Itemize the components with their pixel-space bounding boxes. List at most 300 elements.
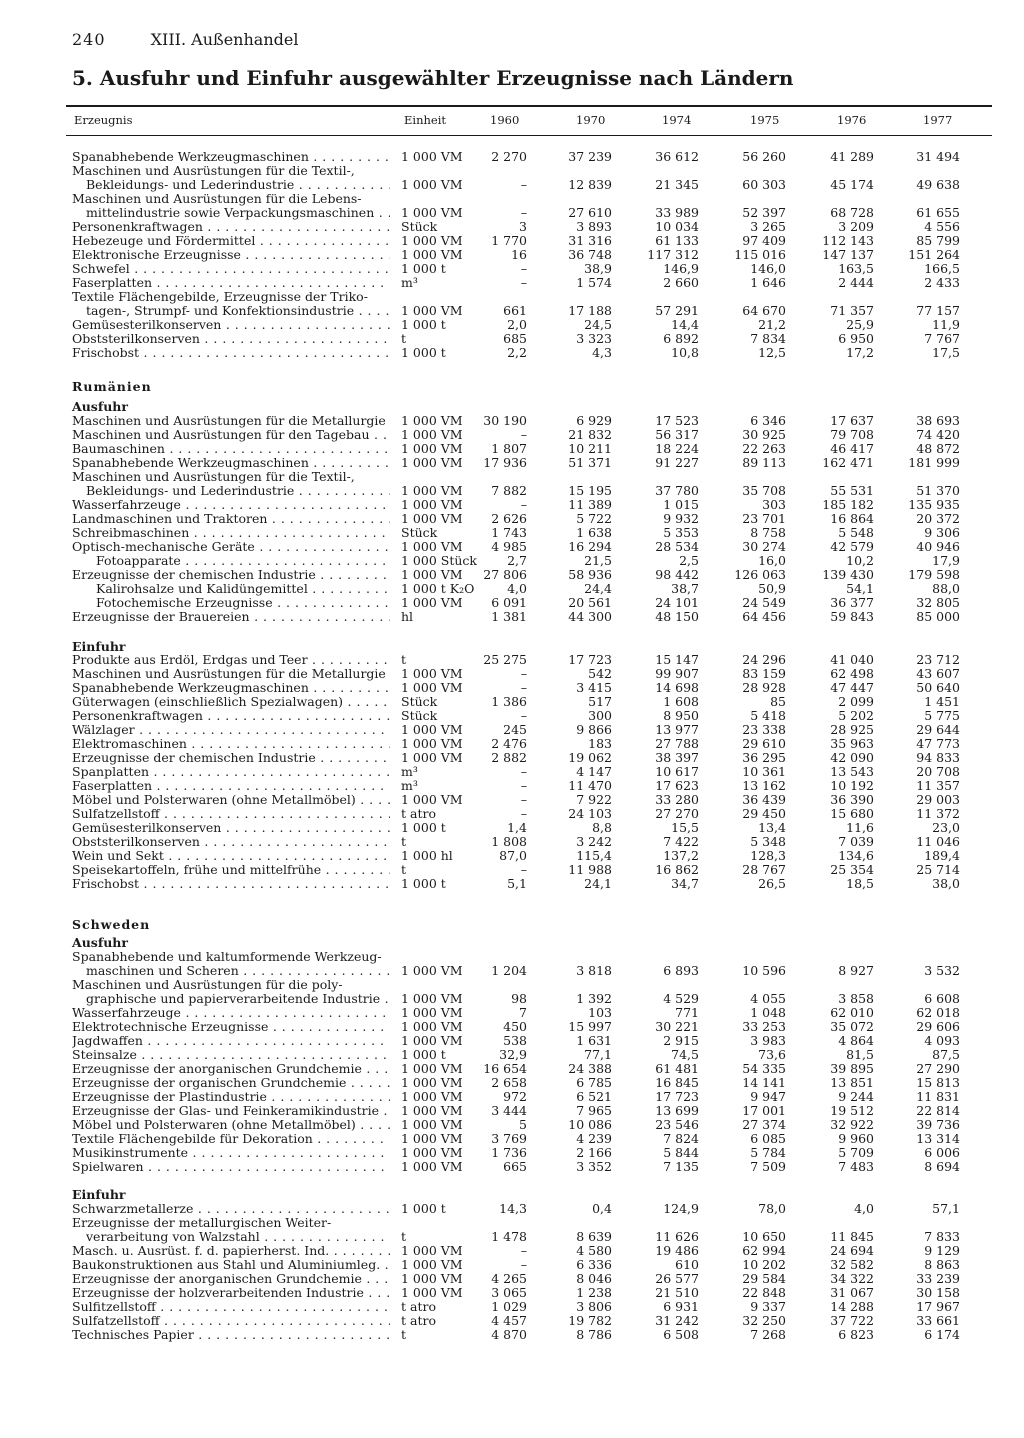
cell-1977: 29 003 bbox=[916, 792, 960, 807]
cell-1960: 30 190 bbox=[483, 413, 527, 428]
table-row bbox=[0, 1202, 1024, 1216]
cell-1960: 1 381 bbox=[491, 609, 527, 624]
cell-1974: 146,9 bbox=[663, 261, 699, 276]
cell-1975: 8 758 bbox=[750, 525, 786, 540]
row-label: Steinsalze . . . bbox=[72, 1048, 390, 1062]
top-rule bbox=[66, 105, 992, 107]
cell-1977: 11 357 bbox=[916, 778, 960, 793]
cell-1977: 2 433 bbox=[924, 275, 960, 290]
cell-1976: 17,2 bbox=[846, 345, 874, 360]
cell-1977: 7 833 bbox=[924, 1229, 960, 1244]
cell-1974: 24 101 bbox=[655, 595, 699, 610]
row-unit: t bbox=[401, 1229, 407, 1244]
row-label: Güterwagen (einschließlich Spezialwagen) . . . bbox=[72, 695, 390, 709]
cell-1974: 117 312 bbox=[647, 247, 699, 262]
cell-1960: 1 204 bbox=[491, 963, 527, 978]
cell-1970: 12 839 bbox=[568, 177, 612, 192]
cell-1960: 25 275 bbox=[483, 652, 527, 667]
cell-1975: 22 263 bbox=[742, 441, 786, 456]
cell-1977: 189,4 bbox=[924, 848, 960, 863]
cell-1975: 9 337 bbox=[750, 1299, 786, 1314]
cell-1975: 6 346 bbox=[750, 413, 786, 428]
cell-1974: 16 862 bbox=[655, 862, 699, 877]
row-unit: 1 000 VM bbox=[401, 233, 463, 248]
cell-1974: 17 623 bbox=[655, 778, 699, 793]
cell-1970: 11 470 bbox=[568, 778, 612, 793]
cell-1974: 38,7 bbox=[671, 581, 699, 596]
cell-1970: 24,5 bbox=[584, 317, 612, 332]
cell-1970: 3 242 bbox=[576, 834, 612, 849]
cell-1976: 18,5 bbox=[846, 876, 874, 891]
cell-1975: 10 596 bbox=[742, 963, 786, 978]
cell-1976: 5 548 bbox=[838, 525, 874, 540]
cell-1960: 1 478 bbox=[491, 1229, 527, 1244]
row-unit: 1 000 VM bbox=[401, 1061, 463, 1076]
table-row bbox=[0, 1328, 1024, 1342]
row-unit: Stück bbox=[401, 219, 438, 234]
cell-1960: 661 bbox=[503, 303, 527, 318]
cell-1975: 97 409 bbox=[742, 233, 786, 248]
row-label: Hebezeuge und Fördermittel . . . bbox=[72, 234, 390, 248]
cell-1977: 74 420 bbox=[916, 427, 960, 442]
subsection-ausfuhr: Ausfuhr bbox=[72, 399, 128, 414]
row-label: Musikinstrumente . . . bbox=[72, 1146, 390, 1160]
cell-1974: 9 932 bbox=[663, 511, 699, 526]
cell-1974: 27 788 bbox=[655, 736, 699, 751]
cell-1977: 27 290 bbox=[916, 1061, 960, 1076]
row-label: Bekleidungs- und Lederindustrie . . . bbox=[86, 484, 390, 498]
cell-1977: 31 494 bbox=[916, 149, 960, 164]
cell-1960: – bbox=[520, 806, 527, 821]
cell-1976: 134,6 bbox=[838, 848, 874, 863]
cell-1976: 4,0 bbox=[854, 1201, 874, 1216]
cell-1975: 24 549 bbox=[742, 595, 786, 610]
cell-1976: 112 143 bbox=[822, 233, 874, 248]
cell-1970: 17 723 bbox=[568, 652, 612, 667]
cell-1974: 2 660 bbox=[663, 275, 699, 290]
cell-1970: 31 316 bbox=[568, 233, 612, 248]
cell-1976: 14 288 bbox=[830, 1299, 874, 1314]
cell-1960: 14,3 bbox=[499, 1201, 527, 1216]
cell-1970: 1 631 bbox=[576, 1033, 612, 1048]
cell-1974: 91 227 bbox=[655, 455, 699, 470]
cell-1974: 7 824 bbox=[663, 1131, 699, 1146]
cell-1976: 54,1 bbox=[846, 581, 874, 596]
cell-1976: 62 498 bbox=[830, 666, 874, 681]
cell-1976: 28 925 bbox=[830, 722, 874, 737]
cell-1960: – bbox=[520, 177, 527, 192]
cell-1974: 17 723 bbox=[655, 1089, 699, 1104]
cell-1974: 771 bbox=[675, 1005, 699, 1020]
cell-1960: – bbox=[520, 205, 527, 220]
cell-1974: 6 893 bbox=[663, 963, 699, 978]
cell-1970: 27 610 bbox=[568, 205, 612, 220]
chapter-title: XIII. Außenhandel bbox=[150, 30, 299, 49]
cell-1975: 146,0 bbox=[750, 261, 786, 276]
row-unit: Stück bbox=[401, 525, 438, 540]
cell-1970: 24,1 bbox=[584, 876, 612, 891]
cell-1976: 42 090 bbox=[830, 750, 874, 765]
cell-1974: 21 510 bbox=[655, 1285, 699, 1300]
row-label: Elektromaschinen . . . bbox=[72, 737, 390, 751]
cell-1975: 14 141 bbox=[742, 1075, 786, 1090]
cell-1976: 31 067 bbox=[830, 1285, 874, 1300]
cell-1960: 2 476 bbox=[491, 736, 527, 751]
row-unit: 1 000 VM bbox=[401, 1285, 463, 1300]
cell-1975: 89 113 bbox=[742, 455, 786, 470]
cell-1975: 16,0 bbox=[758, 553, 786, 568]
row-label: Spanabhebende und kaltumformende Werkzeug- bbox=[72, 950, 382, 964]
cell-1975: 7 834 bbox=[750, 331, 786, 346]
cell-1970: 6 336 bbox=[576, 1257, 612, 1272]
cell-1975: 5 784 bbox=[750, 1145, 786, 1160]
row-unit: 1 000 VM bbox=[401, 1075, 463, 1090]
row-unit: 1 000 t bbox=[401, 261, 446, 276]
cell-1976: 71 357 bbox=[830, 303, 874, 318]
col-header-erzeugnis: Erzeugnis bbox=[74, 113, 133, 127]
row-unit: 1 000 VM bbox=[401, 1005, 463, 1020]
cell-1977: 57,1 bbox=[932, 1201, 960, 1216]
table-row bbox=[0, 1160, 1024, 1174]
cell-1975: 3 265 bbox=[750, 219, 786, 234]
cell-1977: 38 693 bbox=[916, 413, 960, 428]
cell-1960: 5 bbox=[519, 1117, 527, 1132]
cell-1960: – bbox=[520, 764, 527, 779]
row-label: Textile Flächengebilde für Dekoration . . . bbox=[72, 1132, 390, 1146]
cell-1976: 32 922 bbox=[830, 1117, 874, 1132]
row-unit: 1 000 VM bbox=[401, 413, 463, 428]
cell-1976: 5 202 bbox=[838, 708, 874, 723]
row-unit: 1 000 VM bbox=[401, 1257, 463, 1272]
cell-1974: 5 844 bbox=[663, 1145, 699, 1160]
cell-1974: 30 221 bbox=[655, 1019, 699, 1034]
cell-1970: 1 238 bbox=[576, 1285, 612, 1300]
row-unit: 1 000 t bbox=[401, 1047, 446, 1062]
cell-1976: 9 244 bbox=[838, 1089, 874, 1104]
row-unit: t bbox=[401, 834, 407, 849]
row-unit: 1 000 t bbox=[401, 317, 446, 332]
subsection-einfuhr: Einfuhr bbox=[72, 639, 126, 654]
cell-1974: 1 608 bbox=[663, 694, 699, 709]
cell-1976: 59 843 bbox=[830, 609, 874, 624]
cell-1975: 6 085 bbox=[750, 1131, 786, 1146]
cell-1974: 137,2 bbox=[663, 848, 699, 863]
row-label: Obststerilkonserven . . . bbox=[72, 332, 390, 346]
cell-1960: 1 770 bbox=[491, 233, 527, 248]
cell-1977: 15 813 bbox=[916, 1075, 960, 1090]
cell-1970: 8,8 bbox=[592, 820, 612, 835]
cell-1960: 2,7 bbox=[507, 553, 527, 568]
cell-1970: 0,4 bbox=[592, 1201, 612, 1216]
row-unit: 1 000 VM bbox=[401, 1117, 463, 1132]
cell-1960: 87,0 bbox=[499, 848, 527, 863]
row-unit: 1 000 VM bbox=[401, 1131, 463, 1146]
cell-1974: 57 291 bbox=[655, 303, 699, 318]
cell-1977: 38,0 bbox=[932, 876, 960, 891]
row-unit: 1 000 VM bbox=[401, 1019, 463, 1034]
row-unit: 1 000 VM bbox=[401, 567, 463, 582]
cell-1977: 85 000 bbox=[916, 609, 960, 624]
page-number: 240 bbox=[72, 30, 106, 49]
row-label: Spanplatten . . . bbox=[72, 765, 390, 779]
row-label: Wasserfahrzeuge . . . bbox=[72, 498, 390, 512]
cell-1974: 7 422 bbox=[663, 834, 699, 849]
table-row bbox=[0, 178, 1024, 192]
cell-1970: 300 bbox=[588, 708, 612, 723]
row-unit: 1 000 t bbox=[401, 876, 446, 891]
cell-1960: 2,0 bbox=[507, 317, 527, 332]
cell-1970: 10 086 bbox=[568, 1117, 612, 1132]
cell-1974: 14 698 bbox=[655, 680, 699, 695]
cell-1974: 98 442 bbox=[655, 567, 699, 582]
cell-1960: 3 444 bbox=[491, 1103, 527, 1118]
cell-1976: 7 483 bbox=[838, 1159, 874, 1174]
row-label: Wälzlager . . . bbox=[72, 723, 390, 737]
cell-1974: 14,4 bbox=[671, 317, 699, 332]
cell-1960: 2 658 bbox=[491, 1075, 527, 1090]
row-label: Möbel und Polsterwaren (ohne Metallmöbel) . . . bbox=[72, 793, 390, 807]
table-row bbox=[0, 150, 1024, 164]
cell-1974: 16 845 bbox=[655, 1075, 699, 1090]
cell-1975: 10 361 bbox=[742, 764, 786, 779]
row-label: Spanabhebende Werkzeugmaschinen . . . bbox=[72, 456, 390, 470]
cell-1975: 115 016 bbox=[734, 247, 786, 262]
cell-1976: 8 927 bbox=[838, 963, 874, 978]
cell-1976: 24 694 bbox=[830, 1243, 874, 1258]
cell-1970: 51 371 bbox=[568, 455, 612, 470]
cell-1960: 1,4 bbox=[507, 820, 527, 835]
cell-1960: 2 626 bbox=[491, 511, 527, 526]
row-unit: hl bbox=[401, 609, 414, 624]
cell-1960: 1 807 bbox=[491, 441, 527, 456]
subsection-ausfuhr: Ausfuhr bbox=[72, 935, 128, 950]
cell-1976: 3 209 bbox=[838, 219, 874, 234]
row-label: Erzeugnisse der anorganischen Grundchemie . . . bbox=[72, 1272, 390, 1286]
cell-1976: 62 010 bbox=[830, 1005, 874, 1020]
cell-1975: 126 063 bbox=[734, 567, 786, 582]
cell-1977: 32 805 bbox=[916, 595, 960, 610]
row-unit: 1 000 VM bbox=[401, 427, 463, 442]
cell-1974: 1 015 bbox=[663, 497, 699, 512]
row-unit: 1 000 VM bbox=[401, 1033, 463, 1048]
cell-1976: 25,9 bbox=[846, 317, 874, 332]
row-label: Baukonstruktionen aus Stahl und Aluminiumleg. . . . bbox=[72, 1258, 390, 1272]
row-label: Maschinen und Ausrüstungen für den Tagebau . . . bbox=[72, 428, 390, 442]
col-header-einheit: Einheit bbox=[404, 113, 446, 127]
row-unit: t atro bbox=[401, 1313, 436, 1328]
row-unit: m³ bbox=[401, 275, 418, 290]
row-label: Kalirohsalze und Kalidüngemittel . . . bbox=[96, 582, 390, 596]
cell-1977: 23,0 bbox=[932, 820, 960, 835]
row-label: Maschinen und Ausrüstungen für die Metallurgie . . . bbox=[72, 667, 390, 681]
cell-1975: 22 848 bbox=[742, 1285, 786, 1300]
row-label: Maschinen und Ausrüstungen für die poly- bbox=[72, 978, 343, 992]
row-label: Erzeugnisse der Brauereien . . . bbox=[72, 610, 390, 624]
cell-1976: 36 377 bbox=[830, 595, 874, 610]
cell-1970: 115,4 bbox=[576, 848, 612, 863]
row-label: Landmaschinen und Traktoren . . . bbox=[72, 512, 390, 526]
cell-1974: 38 397 bbox=[655, 750, 699, 765]
cell-1975: 28 767 bbox=[742, 862, 786, 877]
cell-1970: 4 147 bbox=[576, 764, 612, 779]
row-label: Erzeugnisse der anorganischen Grundchemie . . . bbox=[72, 1062, 390, 1076]
cell-1960: 4 870 bbox=[491, 1327, 527, 1342]
row-label: Erzeugnisse der chemischen Industrie . . . bbox=[72, 568, 390, 582]
row-unit: t bbox=[401, 862, 407, 877]
cell-1977: 1 451 bbox=[924, 694, 960, 709]
row-unit: t bbox=[401, 1327, 407, 1342]
row-unit: t bbox=[401, 652, 407, 667]
cell-1970: 10 211 bbox=[568, 441, 612, 456]
cell-1960: – bbox=[520, 1257, 527, 1272]
row-unit: m³ bbox=[401, 778, 418, 793]
cell-1970: 37 239 bbox=[568, 149, 612, 164]
cell-1960: 1 808 bbox=[491, 834, 527, 849]
cell-1960: 6 091 bbox=[491, 595, 527, 610]
cell-1976: 25 354 bbox=[830, 862, 874, 877]
cell-1975: 36 295 bbox=[742, 750, 786, 765]
cell-1970: 44 300 bbox=[568, 609, 612, 624]
row-unit: 1 000 VM bbox=[401, 511, 463, 526]
cell-1974: 17 523 bbox=[655, 413, 699, 428]
cell-1975: 12,5 bbox=[758, 345, 786, 360]
row-label: Jagdwaffen . . . bbox=[72, 1034, 390, 1048]
row-label: Optisch-mechanische Geräte . . . bbox=[72, 540, 390, 554]
cell-1976: 42 579 bbox=[830, 539, 874, 554]
cell-1970: 7 965 bbox=[576, 1103, 612, 1118]
row-label: Erzeugnisse der organischen Grundchemie . . . bbox=[72, 1076, 390, 1090]
cell-1977: 9 129 bbox=[924, 1243, 960, 1258]
cell-1974: 48 150 bbox=[655, 609, 699, 624]
col-header-1975: 1975 bbox=[750, 113, 780, 127]
cell-1975: 4 055 bbox=[750, 991, 786, 1006]
cell-1975: 10 650 bbox=[742, 1229, 786, 1244]
cell-1960: 2 882 bbox=[491, 750, 527, 765]
row-label: Technisches Papier . . . bbox=[72, 1328, 390, 1342]
cell-1977: 23 712 bbox=[916, 652, 960, 667]
cell-1976: 2 444 bbox=[838, 275, 874, 290]
row-label: Gemüsesterilkonserven . . . bbox=[72, 318, 390, 332]
cell-1970: 4 580 bbox=[576, 1243, 612, 1258]
cell-1976: 6 823 bbox=[838, 1327, 874, 1342]
row-label: Schwarzmetallerze . . . bbox=[72, 1202, 390, 1216]
row-label: Schwefel . . . bbox=[72, 262, 390, 276]
cell-1974: 31 242 bbox=[655, 1313, 699, 1328]
row-unit: 1 000 VM bbox=[401, 205, 463, 220]
section-rumaenien: Rumänien bbox=[72, 379, 152, 394]
cell-1974: 61 481 bbox=[655, 1061, 699, 1076]
cell-1977: 7 767 bbox=[924, 331, 960, 346]
cell-1976: 41 040 bbox=[830, 652, 874, 667]
cell-1976: 13 851 bbox=[830, 1075, 874, 1090]
row-unit: 1 000 VM bbox=[401, 497, 463, 512]
cell-1974: 21 345 bbox=[655, 177, 699, 192]
row-unit: Stück bbox=[401, 708, 438, 723]
cell-1977: 11 372 bbox=[916, 806, 960, 821]
cell-1975: 85 bbox=[770, 694, 786, 709]
row-label: Personenkraftwagen . . . bbox=[72, 220, 390, 234]
row-label: Maschinen und Ausrüstungen für die Textil-, bbox=[72, 470, 355, 484]
cell-1974: 36 612 bbox=[655, 149, 699, 164]
cell-1970: 8 786 bbox=[576, 1327, 612, 1342]
row-unit: 1 000 VM bbox=[401, 991, 463, 1006]
cell-1970: 1 392 bbox=[576, 991, 612, 1006]
cell-1960: – bbox=[520, 666, 527, 681]
cell-1974: 7 135 bbox=[663, 1159, 699, 1174]
cell-1960: 16 654 bbox=[483, 1061, 527, 1076]
row-label: Sulfitzellstoff . . . bbox=[72, 1300, 390, 1314]
cell-1977: 17 967 bbox=[916, 1299, 960, 1314]
row-unit: 1 000 VM bbox=[401, 247, 463, 262]
cell-1977: 17,9 bbox=[932, 553, 960, 568]
table-row bbox=[0, 964, 1024, 978]
cell-1960: 17 936 bbox=[483, 455, 527, 470]
cell-1970: 58 936 bbox=[568, 567, 612, 582]
cell-1960: 27 806 bbox=[483, 567, 527, 582]
cell-1974: 27 270 bbox=[655, 806, 699, 821]
cell-1976: 34 322 bbox=[830, 1271, 874, 1286]
cell-1970: 19 782 bbox=[568, 1313, 612, 1328]
cell-1975: 23 338 bbox=[742, 722, 786, 737]
row-label: Erzeugnisse der chemischen Industrie . . . bbox=[72, 751, 390, 765]
cell-1977: 11 831 bbox=[916, 1089, 960, 1104]
cell-1960: 972 bbox=[503, 1089, 527, 1104]
row-unit: m³ bbox=[401, 764, 418, 779]
cell-1960: – bbox=[520, 708, 527, 723]
cell-1974: 610 bbox=[675, 1257, 699, 1272]
row-label: tagen-, Strumpf- und Konfektionsindustrie . . . bbox=[86, 304, 390, 318]
row-label: Wasserfahrzeuge . . . bbox=[72, 1006, 390, 1020]
row-label: Elektronische Erzeugnisse . . . bbox=[72, 248, 390, 262]
cell-1975: 32 250 bbox=[742, 1313, 786, 1328]
header-rule bbox=[66, 135, 992, 136]
row-label: Erzeugnisse der Plastindustrie . . . bbox=[72, 1090, 390, 1104]
row-unit: 1 000 t bbox=[401, 820, 446, 835]
cell-1975: 62 994 bbox=[742, 1243, 786, 1258]
cell-1976: 39 895 bbox=[830, 1061, 874, 1076]
cell-1976: 9 960 bbox=[838, 1131, 874, 1146]
cell-1975: 9 947 bbox=[750, 1089, 786, 1104]
table-title: 5. Ausfuhr und Einfuhr ausgewählter Erzeugnisse nach Ländern bbox=[72, 66, 794, 90]
cell-1975: 10 202 bbox=[742, 1257, 786, 1272]
cell-1976: 162 471 bbox=[822, 455, 874, 470]
row-unit: t atro bbox=[401, 806, 436, 821]
cell-1970: 3 806 bbox=[576, 1299, 612, 1314]
cell-1975: 24 296 bbox=[742, 652, 786, 667]
row-unit: 1 000 VM bbox=[401, 750, 463, 765]
cell-1977: 11 046 bbox=[916, 834, 960, 849]
cell-1975: 29 450 bbox=[742, 806, 786, 821]
cell-1970: 7 922 bbox=[576, 792, 612, 807]
cell-1977: 179 598 bbox=[908, 567, 960, 582]
cell-1977: 22 814 bbox=[916, 1103, 960, 1118]
row-unit: 1 000 VM bbox=[401, 483, 463, 498]
row-label: Elektrotechnische Erzeugnisse . . . bbox=[72, 1020, 390, 1034]
cell-1970: 24,4 bbox=[584, 581, 612, 596]
cell-1977: 49 638 bbox=[916, 177, 960, 192]
cell-1974: 10,8 bbox=[671, 345, 699, 360]
cell-1974: 13 699 bbox=[655, 1103, 699, 1118]
row-label: Obststerilkonserven . . . bbox=[72, 835, 390, 849]
cell-1977: 9 306 bbox=[924, 525, 960, 540]
cell-1976: 4 864 bbox=[838, 1033, 874, 1048]
row-label: Spanabhebende Werkzeugmaschinen . . . bbox=[72, 681, 390, 695]
cell-1975: 5 418 bbox=[750, 708, 786, 723]
cell-1970: 36 748 bbox=[568, 247, 612, 262]
cell-1977: 20 372 bbox=[916, 511, 960, 526]
cell-1970: 20 561 bbox=[568, 595, 612, 610]
cell-1970: 183 bbox=[588, 736, 612, 751]
